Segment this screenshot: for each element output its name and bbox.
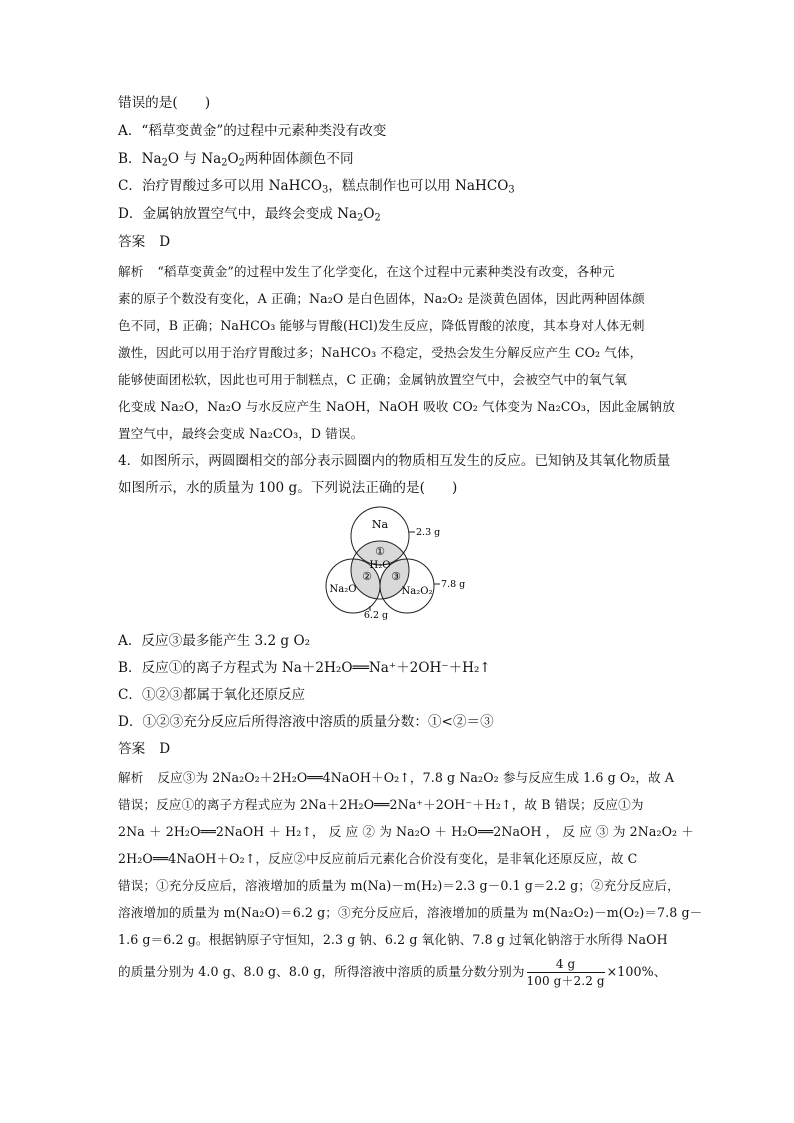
q4-analysis-line-1: 解析 反应③为 2Na₂O₂＋2H₂O══4NaOH＋O₂↑，7.8 g Na₂O₂ 参与反应生成 1.6 g O₂，故 A — [118, 770, 675, 785]
q4-stem-line-1: 4．如图所示，两圆圈相交的部分表示圆圈内的物质相互发生的反应。已知钠及其氧化物质量 — [118, 453, 671, 469]
q3-analysis-line-7: 置空气中，最终会变成 Na₂CO₃，D 错误。 — [118, 426, 364, 441]
q3-option-d: D．金属钠放置空气中，最终会变成 $Na_2O_2$ — [118, 206, 381, 224]
q4-option-d: D．①②③充分反应后所得溶液中溶质的质量分数：①<②＝③ — [118, 714, 494, 730]
na2o-mass: 6.2 g — [363, 610, 389, 621]
na2o-label: Na₂O — [329, 584, 357, 595]
q4-stem-line-2: 如图所示，水的质量为 100 g。下列说法正确的是( ) — [118, 480, 458, 496]
q4-venn-diagram — [318, 502, 488, 622]
na-mass: 2.3 g — [416, 527, 441, 538]
q3-analysis-line-4: 激性，因此可以用于治疗胃酸过多；NaHCO₃ 不稳定，受热会发生分解反应产生 CO₂ 气体， — [118, 345, 643, 360]
q3-option-c: C．治疗胃酸过多可以用 NaHCO$_3$，糕点制作也可以用 NaHCO$_3$ — [118, 178, 515, 196]
q3-stem-tail: 错误的是( ) — [118, 95, 211, 111]
mass-fraction: $\frac{4 g}{100 g+2.2 g}$ — [526, 957, 605, 988]
reaction-3-label: ③ — [391, 570, 401, 583]
q4-analysis-line-4: 2H₂O══4NaOH＋O₂↑，反应②中反应前后元素化合价没有变化，是非氧化还原反应，故 C — [118, 851, 638, 866]
q3-option-b: B．$Na_2O$ 与 $Na_2O_2$两种固体颜色不同 — [118, 151, 354, 169]
q4-analysis-line-8: 的质量分别为 4.0 g、8.0 g、8.0 g，所得溶液中溶质的质量分数分别为 $\frac{4 g}{100 g+2.2 g}$ ×100%、 — [118, 957, 667, 988]
na2o2-mass: 7.8 g — [441, 579, 466, 590]
q4-analysis-line-5: 错误；①充分反应后，溶液增加的质量为 m(Na)－m(H₂)＝2.3 g－0.1 g＝2.2 g；②充分反应后， — [118, 878, 680, 893]
q3-analysis-line-2: 素的原子个数没有变化，A 正确；Na₂O 是白色固体，Na₂O₂ 是淡黄色固体，因此两种固体颜 — [118, 291, 645, 306]
na-label: Na — [371, 518, 389, 531]
q3-analysis-line-5: 能够使面团松软，因此也可用于制糕点，C 正确；金属钠放置空气中，会被空气中的氧气氧 — [118, 372, 627, 387]
q4-option-c: C．①②③都属于氧化还原反应 — [118, 687, 306, 703]
q4-analysis-line-6: 溶液增加的质量为 m(Na₂O)＝6.2 g；③充分反应后，溶液增加的质量为 m(Na₂O₂)－m(O₂)＝7.8 g－ — [118, 905, 703, 920]
q4-analysis-line-2: 错误；反应①的离子方程式应为 2Na＋2H₂O══2Na⁺＋2OH⁻＋H₂↑，故 B 错误；反应①为 — [118, 797, 644, 812]
q3-analysis-line-3: 色不同，B 正确；NaHCO₃ 能够与胃酸(HCl)发生反应，降低胃酸的浓度，其本身对人体无刺 — [118, 318, 645, 333]
water-label: H₂O — [369, 560, 391, 571]
q4-option-a: A．反应③最多能产生 3.2 g O₂ — [118, 633, 311, 649]
na2o2-label: Na₂O₂ — [401, 586, 433, 597]
reaction-2-label: ② — [362, 570, 372, 583]
q4-option-b: B．反应①的离子方程式为 Na＋2H₂O══Na⁺＋2OH⁻＋H₂↑ — [118, 660, 491, 676]
q4-answer: 答案 D — [118, 741, 171, 757]
q3-analysis-line-1: 解析 “稻草变黄金”的过程中发生了化学变化，在这个过程中元素种类没有改变，各种元 — [118, 264, 615, 279]
q3-answer: 答案 D — [118, 234, 171, 250]
reaction-1-label: ① — [375, 545, 385, 558]
q4-analysis-line-3: 2Na ＋ 2H₂O══2NaOH ＋ H₂↑， 反 应 ② 为 Na₂O ＋ H₂O══2NaOH ， 反 应 ③ 为 2Na₂O₂ ＋ — [118, 824, 695, 839]
q4-analysis-line-7: 1.6 g＝6.2 g。根据钠原子守恒知，2.3 g 钠、6.2 g 氧化钠、7.8 g 过氧化钠溶于水所得 NaOH — [118, 932, 668, 947]
q3-analysis-line-6: 化变成 Na₂O，Na₂O 与水反应产生 NaOH，NaOH 吸收 CO₂ 气体变为 Na₂CO₃，因此金属钠放 — [118, 399, 675, 414]
q3-option-a: A．“稻草变黄金”的过程中元素种类没有改变 — [118, 123, 387, 139]
